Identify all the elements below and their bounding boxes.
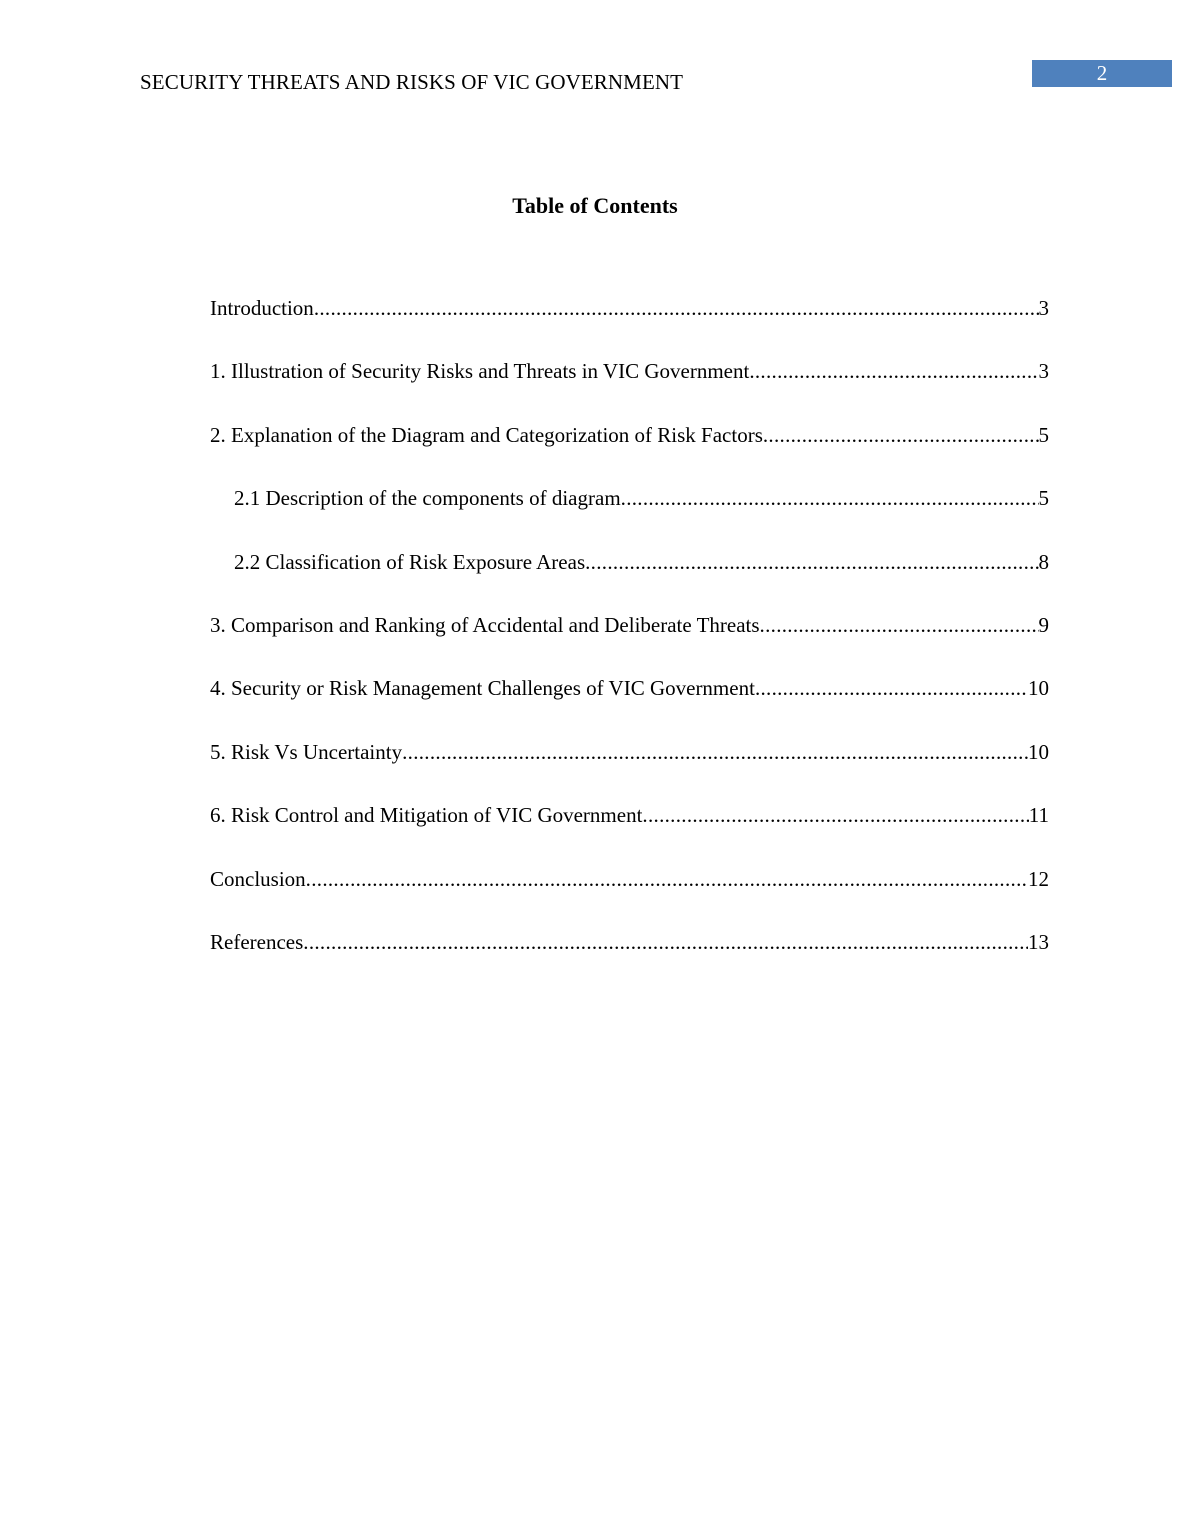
toc-entry-text: 3. Comparison and Ranking of Accidental and Deliberate Threats (210, 612, 760, 637)
toc-dot-leader (763, 423, 1039, 448)
toc-entry-text: 5. Risk Vs Uncertainty (210, 739, 403, 764)
toc-entry-section-3[interactable] (210, 613, 1049, 676)
toc-entry-page: 5 (1038, 422, 1049, 447)
toc-entry-text: 2.2 Classification of Risk Exposure Areas (234, 549, 586, 574)
toc-entry-text: 2.1 Description of the components of diagram (234, 486, 621, 511)
toc-dot-leader (402, 740, 1028, 765)
toc-entry-page: 10 (1028, 676, 1049, 701)
toc-entry-text: Introduction (210, 296, 314, 320)
toc-entry-text: 4. Security or Risk Management Challenges of VIC Government (210, 676, 755, 701)
toc-entry-page: 13 (1028, 929, 1049, 954)
toc-entry-text: 6. Risk Control and Mitigation of VIC Government (210, 803, 643, 828)
toc-entry-page: 3 (1038, 296, 1049, 320)
page-number-badge: 2 (1032, 60, 1172, 87)
table-of-contents (210, 296, 1049, 993)
toc-entry-page: 3 (1038, 359, 1049, 384)
running-header-title: SECURITY THREATS AND RISKS OF VIC GOVERNMENT (140, 70, 684, 94)
toc-entry-section-1[interactable] (210, 359, 1049, 422)
toc-dot-leader (306, 867, 1028, 892)
toc-entry-page: 8 (1038, 549, 1049, 574)
toc-title: Table of Contents (512, 193, 678, 218)
toc-entry-page: 12 (1028, 866, 1049, 891)
toc-entry-text: Conclusion (210, 866, 306, 891)
toc-entry-section-6[interactable] (210, 803, 1049, 866)
toc-dot-leader (755, 676, 1028, 701)
toc-entry-page: 5 (1038, 486, 1049, 511)
toc-entry-section-5[interactable] (210, 740, 1049, 803)
toc-entry-section-2-1[interactable] (210, 486, 1049, 549)
toc-dot-leader (760, 613, 1039, 638)
toc-entry-conclusion[interactable] (210, 867, 1049, 930)
toc-entry-text: 2. Explanation of the Diagram and Categorization of Risk Factors (210, 422, 763, 447)
toc-dot-leader (642, 803, 1028, 828)
toc-entry-text: 1. Illustration of Security Risks and Threats in VIC Government (210, 359, 750, 384)
toc-dot-leader (314, 296, 1039, 321)
toc-dot-leader (303, 930, 1028, 955)
toc-entry-section-2[interactable] (210, 423, 1049, 486)
toc-entry-page: 9 (1038, 612, 1049, 637)
toc-entry-text: References (210, 929, 304, 954)
toc-entry-introduction[interactable] (210, 296, 1049, 359)
toc-entry-page: 10 (1028, 739, 1049, 764)
toc-entry-section-4[interactable] (210, 676, 1049, 739)
toc-dot-leader (749, 359, 1038, 384)
toc-entry-section-2-2[interactable] (210, 550, 1049, 613)
toc-dot-leader (621, 486, 1039, 511)
toc-entry-references[interactable] (210, 930, 1049, 993)
toc-entry-page: 11 (1028, 803, 1049, 828)
toc-dot-leader (585, 550, 1038, 575)
